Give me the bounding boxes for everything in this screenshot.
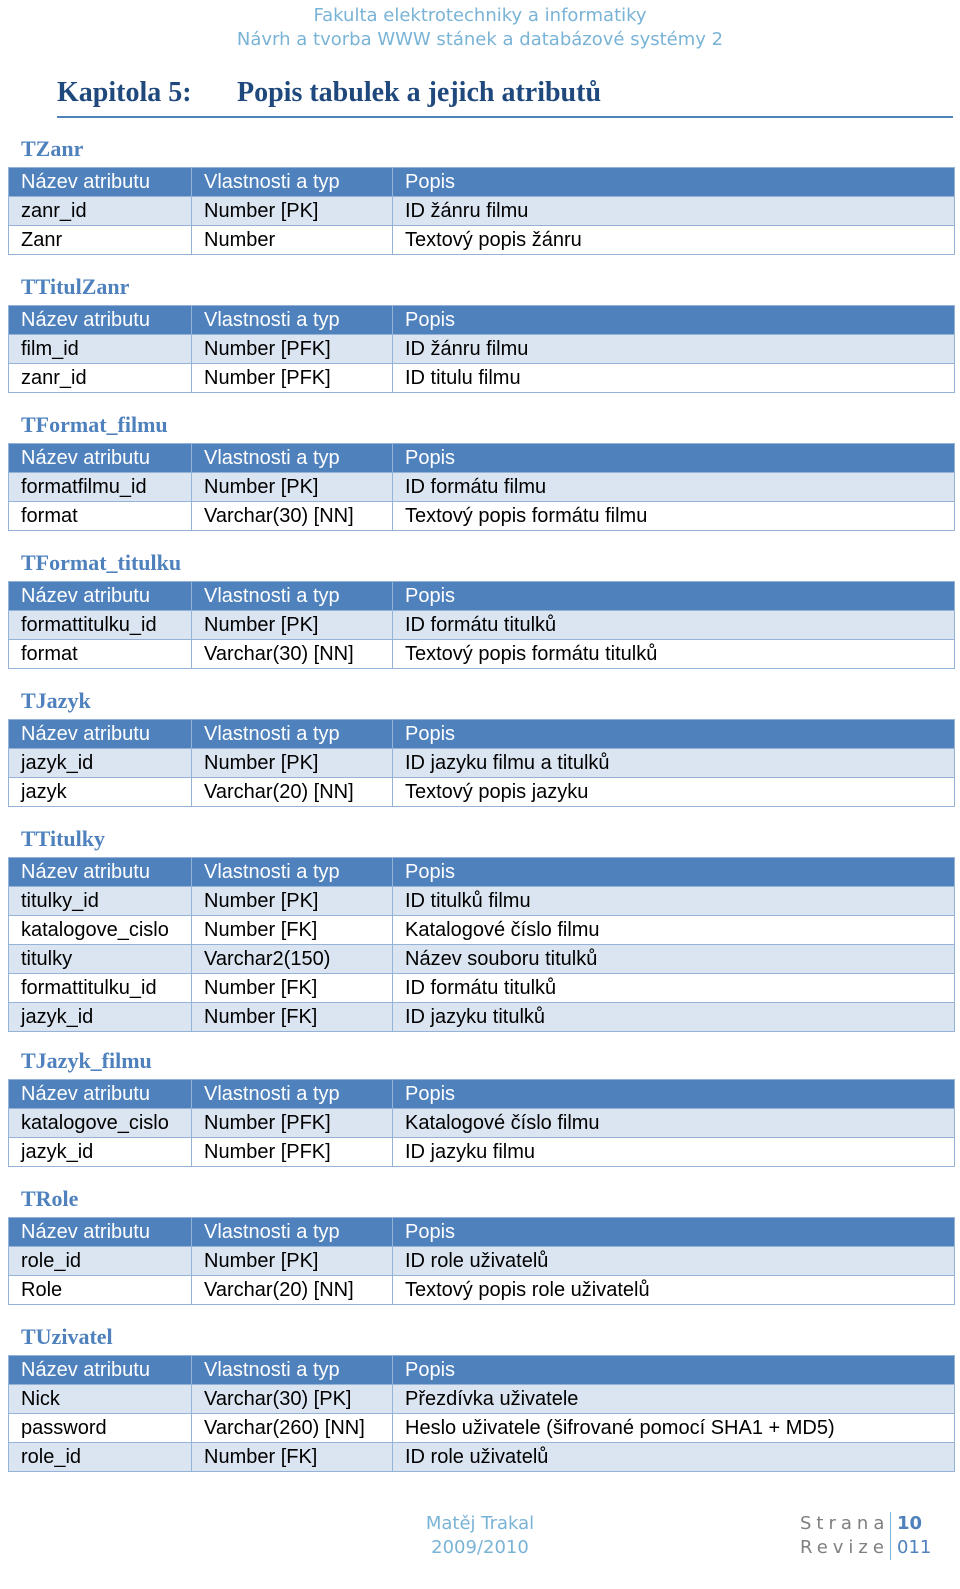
attribute-type-cell: Number [PK]: [192, 749, 393, 778]
footer-author: Matěj Trakal: [425, 1513, 535, 1534]
column-header: Název atributu: [9, 306, 192, 335]
attribute-type-cell: Number [PK]: [192, 473, 393, 502]
attribute-name-cell: zanr_id: [9, 197, 192, 226]
attribute-type-cell: Varchar(30) [NN]: [192, 502, 393, 531]
table-row: [9, 473, 955, 502]
revision-number: 011: [890, 1536, 931, 1560]
attribute-table: [8, 719, 955, 807]
table-row: [9, 1247, 955, 1276]
attribute-name-cell: Role: [9, 1276, 192, 1305]
attribute-name-cell: katalogove_cislo: [9, 1109, 192, 1138]
attribute-type-cell: Number [PFK]: [192, 364, 393, 393]
column-header: Popis: [393, 1080, 955, 1109]
table-name: TZanr: [21, 136, 84, 161]
column-header: Název atributu: [9, 444, 192, 473]
header-faculty: Fakulta elektrotechniky a informatiky: [313, 5, 647, 26]
attribute-name-cell: format: [9, 502, 192, 531]
attribute-name-cell: jazyk: [9, 778, 192, 807]
attribute-table: [8, 167, 955, 255]
chapter-number: Kapitola 5:: [57, 77, 192, 108]
table-header-row: [9, 582, 955, 611]
attribute-description-cell: Textový popis formátu titulků: [393, 640, 955, 669]
attribute-type-cell: Number [PFK]: [192, 335, 393, 364]
attribute-type-cell: Number [FK]: [192, 916, 393, 945]
page-header: [0, 4, 960, 52]
attribute-description-cell: ID titulků filmu: [393, 887, 955, 916]
table-row: [9, 640, 955, 669]
attribute-type-cell: Varchar2(150): [192, 945, 393, 974]
attribute-description-cell: ID jazyku filmu a titulků: [393, 749, 955, 778]
table-name: TJazyk: [21, 688, 91, 713]
attribute-table: [8, 581, 955, 669]
attribute-type-cell: Number [PK]: [192, 197, 393, 226]
attribute-description-cell: Název souboru titulků: [393, 945, 955, 974]
table-header-row: [9, 720, 955, 749]
attribute-table: [8, 857, 955, 1032]
attribute-name-cell: jazyk_id: [9, 1138, 192, 1167]
attribute-type-cell: Number [FK]: [192, 1443, 393, 1472]
attribute-table: [8, 443, 955, 531]
table-section-trole: [8, 1181, 954, 1319]
table-header-row: [9, 858, 955, 887]
table-section-ttitulky: [8, 821, 954, 1043]
table-name: TJazyk_filmu: [21, 1048, 152, 1073]
attribute-table: [8, 1079, 955, 1167]
attribute-table: [8, 1355, 955, 1472]
table-name: TFormat_filmu: [21, 412, 168, 437]
column-header: Popis: [393, 168, 955, 197]
column-header: Vlastnosti a typ: [192, 306, 393, 335]
column-header: Popis: [393, 1218, 955, 1247]
table-section-tuzivatel: [8, 1319, 954, 1489]
column-header: Název atributu: [9, 1218, 192, 1247]
attribute-type-cell: Varchar(20) [NN]: [192, 1276, 393, 1305]
column-header: Popis: [393, 1356, 955, 1385]
attribute-description-cell: ID jazyku filmu: [393, 1138, 955, 1167]
page-label: Strana: [800, 1513, 890, 1534]
attribute-name-cell: film_id: [9, 335, 192, 364]
column-header: Popis: [393, 582, 955, 611]
table-row: [9, 1443, 955, 1472]
column-header: Vlastnosti a typ: [192, 858, 393, 887]
attribute-name-cell: role_id: [9, 1443, 192, 1472]
table-name: TTitulZanr: [21, 274, 130, 299]
table-row: [9, 1138, 955, 1167]
header-course: Návrh a tvorba WWW stánek a databázové systémy 2: [236, 29, 724, 50]
table-row: [9, 778, 955, 807]
table-header-row: [9, 444, 955, 473]
chapter-title: Popis tabulek a jejich atributů: [237, 77, 602, 108]
attribute-name-cell: role_id: [9, 1247, 192, 1276]
table-header-row: [9, 1218, 955, 1247]
attribute-description-cell: ID formátu titulků: [393, 611, 955, 640]
attribute-name-cell: katalogove_cislo: [9, 916, 192, 945]
table-name: TRole: [21, 1186, 79, 1211]
attribute-description-cell: ID titulu filmu: [393, 364, 955, 393]
attribute-description-cell: Textový popis žánru: [393, 226, 955, 255]
table-row: [9, 974, 955, 1003]
table-row: [9, 1276, 955, 1305]
table-section-tjazyk_filmu: [8, 1043, 954, 1181]
attribute-name-cell: format: [9, 640, 192, 669]
attribute-description-cell: Heslo uživatele (šifrované pomocí SHA1 + MD5): [393, 1414, 955, 1443]
attribute-name-cell: Zanr: [9, 226, 192, 255]
attribute-type-cell: Number [PFK]: [192, 1138, 393, 1167]
column-header: Název atributu: [9, 858, 192, 887]
column-header: Vlastnosti a typ: [192, 444, 393, 473]
table-row: [9, 887, 955, 916]
column-header: Vlastnosti a typ: [192, 168, 393, 197]
attribute-name-cell: formatfilmu_id: [9, 473, 192, 502]
table-section-tjazyk: [8, 683, 954, 821]
attribute-type-cell: Number [PK]: [192, 1247, 393, 1276]
table-row: [9, 502, 955, 531]
attribute-description-cell: Přezdívka uživatele: [393, 1385, 955, 1414]
column-header: Popis: [393, 858, 955, 887]
attribute-type-cell: Number [FK]: [192, 974, 393, 1003]
column-header: Popis: [393, 444, 955, 473]
table-header-row: [9, 306, 955, 335]
footer-page-info: [800, 1512, 950, 1560]
table-section-tformat_titulku: [8, 545, 954, 683]
attribute-type-cell: Number [PFK]: [192, 1109, 393, 1138]
attribute-table: [8, 305, 955, 393]
attribute-description-cell: ID žánru filmu: [393, 197, 955, 226]
column-header: Popis: [393, 720, 955, 749]
table-row: [9, 1003, 955, 1032]
table-row: [9, 1385, 955, 1414]
column-header: Popis: [393, 306, 955, 335]
attribute-description-cell: Textový popis jazyku: [393, 778, 955, 807]
column-header: Vlastnosti a typ: [192, 1356, 393, 1385]
column-header: Název atributu: [9, 1080, 192, 1109]
page-number: 10: [890, 1512, 922, 1536]
table-row: [9, 226, 955, 255]
attribute-type-cell: Number [PK]: [192, 887, 393, 916]
attribute-name-cell: titulky: [9, 945, 192, 974]
table-row: [9, 335, 955, 364]
attribute-description-cell: Katalogové číslo filmu: [393, 916, 955, 945]
column-header: Vlastnosti a typ: [192, 582, 393, 611]
attribute-description-cell: Katalogové číslo filmu: [393, 1109, 955, 1138]
attribute-description-cell: ID jazyku titulků: [393, 1003, 955, 1032]
attribute-type-cell: Number [PK]: [192, 611, 393, 640]
attribute-description-cell: ID role uživatelů: [393, 1247, 955, 1276]
attribute-description-cell: ID role uživatelů: [393, 1443, 955, 1472]
column-header: Název atributu: [9, 720, 192, 749]
table-name: TTitulky: [21, 826, 105, 851]
table-section-ttitulzanr: [8, 269, 954, 407]
table-row: [9, 1414, 955, 1443]
column-header: Název atributu: [9, 1356, 192, 1385]
attribute-name-cell: titulky_id: [9, 887, 192, 916]
attribute-type-cell: Number [FK]: [192, 1003, 393, 1032]
attribute-type-cell: Varchar(30) [PK]: [192, 1385, 393, 1414]
table-row: [9, 916, 955, 945]
column-header: Vlastnosti a typ: [192, 1080, 393, 1109]
column-header: Název atributu: [9, 582, 192, 611]
attribute-type-cell: Varchar(20) [NN]: [192, 778, 393, 807]
table-name: TFormat_titulku: [21, 550, 182, 575]
attribute-type-cell: Number: [192, 226, 393, 255]
attribute-name-cell: jazyk_id: [9, 749, 192, 778]
attribute-description-cell: ID formátu titulků: [393, 974, 955, 1003]
attribute-table: [8, 1217, 955, 1305]
attribute-name-cell: zanr_id: [9, 364, 192, 393]
table-row: [9, 611, 955, 640]
chapter-heading: [57, 74, 953, 118]
attribute-name-cell: password: [9, 1414, 192, 1443]
attribute-name-cell: jazyk_id: [9, 1003, 192, 1032]
table-row: [9, 945, 955, 974]
footer-author-block: [380, 1512, 580, 1560]
attribute-type-cell: Varchar(260) [NN]: [192, 1414, 393, 1443]
attribute-description-cell: ID žánru filmu: [393, 335, 955, 364]
revision-label: Revize: [800, 1537, 889, 1558]
attribute-name-cell: Nick: [9, 1385, 192, 1414]
attribute-description-cell: ID formátu filmu: [393, 473, 955, 502]
table-row: [9, 197, 955, 226]
table-section-tformat_filmu: [8, 407, 954, 545]
table-row: [9, 364, 955, 393]
table-name: TUzivatel: [21, 1324, 113, 1349]
column-header: Název atributu: [9, 168, 192, 197]
attribute-type-cell: Varchar(30) [NN]: [192, 640, 393, 669]
attribute-name-cell: formattitulku_id: [9, 974, 192, 1003]
table-header-row: [9, 1356, 955, 1385]
table-header-row: [9, 1080, 955, 1109]
attribute-description-cell: Textový popis formátu filmu: [393, 502, 955, 531]
column-header: Vlastnosti a typ: [192, 1218, 393, 1247]
tables-container: [8, 131, 954, 1489]
column-header: Vlastnosti a typ: [192, 720, 393, 749]
attribute-description-cell: Textový popis role uživatelů: [393, 1276, 955, 1305]
table-header-row: [9, 168, 955, 197]
table-row: [9, 749, 955, 778]
table-section-tzanr: [8, 131, 954, 269]
footer-year: 2009/2010: [431, 1537, 529, 1558]
table-row: [9, 1109, 955, 1138]
attribute-name-cell: formattitulku_id: [9, 611, 192, 640]
